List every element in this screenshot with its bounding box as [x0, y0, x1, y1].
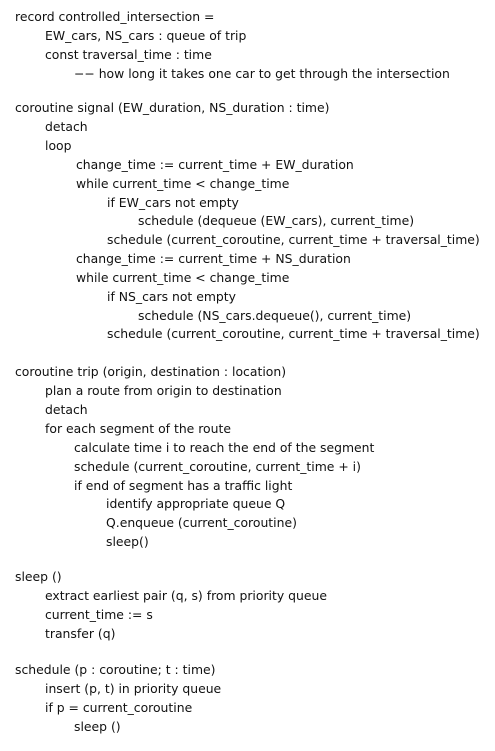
- code-line: schedule (dequeue (EW_cars), current_time): [138, 213, 415, 228]
- code-line: plan a route from origin to destination: [45, 383, 282, 398]
- code-line: sleep (): [74, 719, 121, 734]
- code-line: sleep(): [106, 534, 149, 549]
- code-line: current_time := s: [45, 607, 153, 622]
- code-line: schedule (current_coroutine, current_time + traversal_time): [107, 326, 480, 341]
- code-line: while current_time < change_time: [76, 176, 290, 191]
- code-line: detach: [45, 402, 88, 417]
- code-line: if end of segment has a traffic light: [74, 478, 293, 493]
- code-line: record controlled_intersection =: [15, 9, 215, 24]
- code-line: if NS_cars not empty: [107, 289, 236, 304]
- code-line: schedule (current_coroutine, current_time + traversal_time): [107, 232, 480, 247]
- code-comment: −− how long it takes one car to get through the intersection: [74, 66, 450, 81]
- code-line: change_time := current_time + NS_duration: [76, 251, 351, 266]
- code-line: insert (p, t) in priority queue: [45, 681, 222, 696]
- code-line: sleep (): [15, 569, 62, 584]
- code-line: extract earliest pair (q, s) from priority queue: [45, 588, 327, 603]
- code-line: calculate time i to reach the end of the segment: [74, 440, 375, 455]
- code-line: coroutine trip (origin, destination : location): [15, 364, 287, 379]
- code-line: for each segment of the route: [45, 421, 231, 436]
- code-line: schedule (p : coroutine; t : time): [15, 662, 216, 677]
- code-line: while current_time < change_time: [76, 270, 290, 285]
- code-line: schedule (NS_cars.dequeue(), current_time): [138, 308, 412, 323]
- code-line: EW_cars, NS_cars : queue of trip: [45, 28, 247, 43]
- code-line: const traversal_time : time: [45, 47, 212, 62]
- code-line: change_time := current_time + EW_duration: [76, 157, 354, 172]
- code-line: identify appropriate queue Q: [106, 496, 286, 511]
- code-line: detach: [45, 119, 88, 134]
- code-line: coroutine signal (EW_duration, NS_duration : time): [15, 100, 330, 115]
- code-line: Q.enqueue (current_coroutine): [106, 515, 297, 530]
- code-line: loop: [45, 138, 72, 153]
- code-line: schedule (current_coroutine, current_time + i): [74, 459, 361, 474]
- code-line: if EW_cars not empty: [107, 195, 239, 210]
- code-line: transfer (q): [45, 626, 116, 641]
- code-line: if p = current_coroutine: [45, 700, 193, 715]
